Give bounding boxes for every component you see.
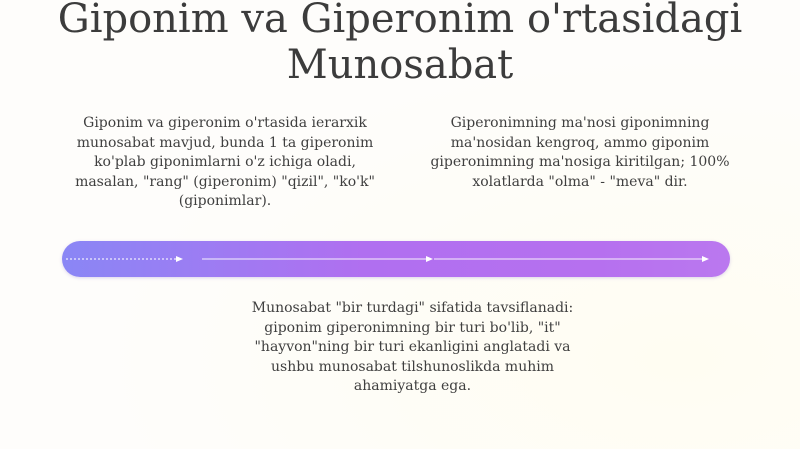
title-line-2: Munosabat [286,42,514,88]
text-block-bottom: Munosabat "bir turdagi" sifatida tavsiflanadi: giponim giperonimning bir turi bo'lib, "it" "hayvon"ning bir turi ekanligini anglatadi va ushbu munosabat tilshunoslikda muhim ahamiyatga ega. [251,300,574,394]
arrow-head-1 [176,256,183,262]
slide-title [0,0,800,88]
arrow-head-2 [426,256,433,262]
arrow-head-3 [702,256,709,262]
text-block-left: Giponim va giperonim o'rtasida ierarxik munosabat mavjud, bunda 1 ta giperonim ko'plab giponimlarni o'z ichiga oladi, masalan, "rang" (giperonim) "qizil", "ko'k" (giponimlar). [75,115,375,209]
title-line-1: Giponim va Giperonim o'rtasidagi [57,0,743,42]
timeline-arrows [62,241,730,277]
timeline-bar [62,241,730,277]
text-block-right: Giperonimning ma'nosi giponimning ma'nosidan kengroq, ammo giponim giperonimning ma'nosiga kiritilgan; 100% xolatlarda "olma" - "meva" dir. [430,115,730,190]
